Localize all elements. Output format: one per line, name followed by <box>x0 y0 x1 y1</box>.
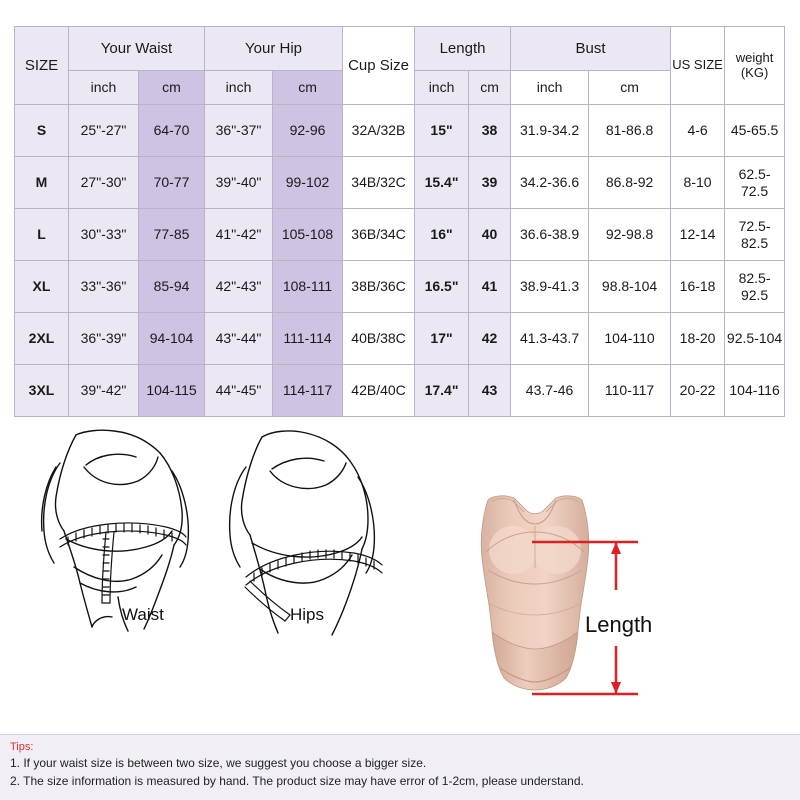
cell-hip-inch: 36"-37" <box>205 105 273 157</box>
table-row <box>15 105 785 157</box>
cell-us-size: 18-20 <box>671 313 725 365</box>
header-your-waist: Your Waist <box>69 27 205 71</box>
cell-hip-inch: 39"-40" <box>205 157 273 209</box>
cell-length-inch: 15" <box>415 105 469 157</box>
cell-waist-cm: 94-104 <box>139 313 205 365</box>
cell-length-cm: 43 <box>469 365 511 417</box>
header-length-cm: cm <box>469 71 511 105</box>
header-length-inch: inch <box>415 71 469 105</box>
table-row <box>15 261 785 313</box>
header-waist-cm: cm <box>139 71 205 105</box>
cell-length-inch: 17.4" <box>415 365 469 417</box>
cell-us-size: 8-10 <box>671 157 725 209</box>
hips-label: Hips <box>290 605 325 624</box>
cell-bust-inch: 38.9-41.3 <box>511 261 589 313</box>
tips-panel <box>0 734 800 800</box>
cell-cup: 32A/32B <box>343 105 415 157</box>
cell-hip-cm: 92-96 <box>273 105 343 157</box>
cell-us-size: 20-22 <box>671 365 725 417</box>
cell-hip-cm: 99-102 <box>273 157 343 209</box>
table-row <box>15 365 785 417</box>
cell-length-cm: 42 <box>469 313 511 365</box>
cell-waist-cm: 70-77 <box>139 157 205 209</box>
tips-line-1: 1. If your waist size is between two size, we suggest you choose a bigger size. <box>10 756 427 771</box>
cell-bust-cm: 98.8-104 <box>589 261 671 313</box>
cell-size: S <box>15 105 69 157</box>
size-chart-table <box>14 26 785 417</box>
cell-weight: 82.5-92.5 <box>725 261 785 313</box>
cell-weight: 92.5-104 <box>725 313 785 365</box>
table-row <box>15 313 785 365</box>
cell-hip-cm: 111-114 <box>273 313 343 365</box>
length-callout-label: Length <box>585 612 653 637</box>
cell-bust-cm: 81-86.8 <box>589 105 671 157</box>
cell-weight: 45-65.5 <box>725 105 785 157</box>
cell-weight: 104-116 <box>725 365 785 417</box>
cell-length-cm: 38 <box>469 105 511 157</box>
cell-bust-inch: 31.9-34.2 <box>511 105 589 157</box>
cell-hip-inch: 42"-43" <box>205 261 273 313</box>
cell-length-inch: 15.4" <box>415 157 469 209</box>
cell-length-cm: 39 <box>469 157 511 209</box>
cell-cup: 34B/32C <box>343 157 415 209</box>
cell-cup: 36B/34C <box>343 209 415 261</box>
cell-hip-cm: 114-117 <box>273 365 343 417</box>
cell-waist-cm: 77-85 <box>139 209 205 261</box>
cell-bust-cm: 92-98.8 <box>589 209 671 261</box>
tips-line-2: 2. The size information is measured by hand. The product size may have error of 1-2cm, please understand. <box>10 773 584 788</box>
cell-us-size: 12-14 <box>671 209 725 261</box>
cell-length-cm: 40 <box>469 209 511 261</box>
cell-bust-inch: 36.6-38.9 <box>511 209 589 261</box>
cell-cup: 42B/40C <box>343 365 415 417</box>
cell-hip-inch: 41"-42" <box>205 209 273 261</box>
header-bust-inch: inch <box>511 71 589 105</box>
cell-waist-inch: 27"-30" <box>69 157 139 209</box>
header-hip-cm: cm <box>273 71 343 105</box>
cell-bust-inch: 34.2-36.6 <box>511 157 589 209</box>
header-cup-size: Cup Size <box>343 27 415 105</box>
cell-length-inch: 16.5" <box>415 261 469 313</box>
cell-bust-inch: 43.7-46 <box>511 365 589 417</box>
cell-cup: 38B/36C <box>343 261 415 313</box>
cell-hip-cm: 105-108 <box>273 209 343 261</box>
cell-hip-inch: 44"-45" <box>205 365 273 417</box>
cell-waist-inch: 39"-42" <box>69 365 139 417</box>
header-weight: weight (KG) <box>725 27 785 105</box>
header-size: SIZE <box>15 27 69 105</box>
table-header-groups <box>15 27 785 71</box>
header-us-size: US SIZE <box>671 27 725 105</box>
cell-waist-inch: 36"-39" <box>69 313 139 365</box>
cell-us-size: 16-18 <box>671 261 725 313</box>
cell-waist-inch: 30"-33" <box>69 209 139 261</box>
header-length: Length <box>415 27 511 71</box>
waist-figure-icon <box>42 430 189 631</box>
cell-waist-inch: 25"-27" <box>69 105 139 157</box>
cell-bust-cm: 86.8-92 <box>589 157 671 209</box>
cell-cup: 40B/38C <box>343 313 415 365</box>
header-hip-inch: inch <box>205 71 273 105</box>
cell-bust-cm: 104-110 <box>589 313 671 365</box>
tips-title: Tips: <box>10 741 34 754</box>
cell-bust-inch: 41.3-43.7 <box>511 313 589 365</box>
cell-size: L <box>15 209 69 261</box>
cell-length-inch: 17" <box>415 313 469 365</box>
cell-waist-cm: 85-94 <box>139 261 205 313</box>
cell-waist-cm: 104-115 <box>139 365 205 417</box>
illustration-strip <box>14 427 786 639</box>
cell-length-cm: 41 <box>469 261 511 313</box>
cell-waist-cm: 64-70 <box>139 105 205 157</box>
header-bust-cm: cm <box>589 71 671 105</box>
cell-waist-inch: 33"-36" <box>69 261 139 313</box>
cell-weight: 72.5-82.5 <box>725 209 785 261</box>
cell-size: 3XL <box>15 365 69 417</box>
cell-bust-cm: 110-117 <box>589 365 671 417</box>
waist-label: Waist <box>122 605 164 624</box>
cell-size: 2XL <box>15 313 69 365</box>
cell-size: XL <box>15 261 69 313</box>
header-your-hip: Your Hip <box>205 27 343 71</box>
cell-size: M <box>15 157 69 209</box>
table-row <box>15 157 785 209</box>
cell-hip-inch: 43"-44" <box>205 313 273 365</box>
table-row <box>15 209 785 261</box>
header-waist-inch: inch <box>69 71 139 105</box>
cell-length-inch: 16" <box>415 209 469 261</box>
table-body <box>15 105 785 417</box>
header-bust: Bust <box>511 27 671 71</box>
cell-us-size: 4-6 <box>671 105 725 157</box>
cell-hip-cm: 108-111 <box>273 261 343 313</box>
cell-weight: 62.5-72.5 <box>725 157 785 209</box>
